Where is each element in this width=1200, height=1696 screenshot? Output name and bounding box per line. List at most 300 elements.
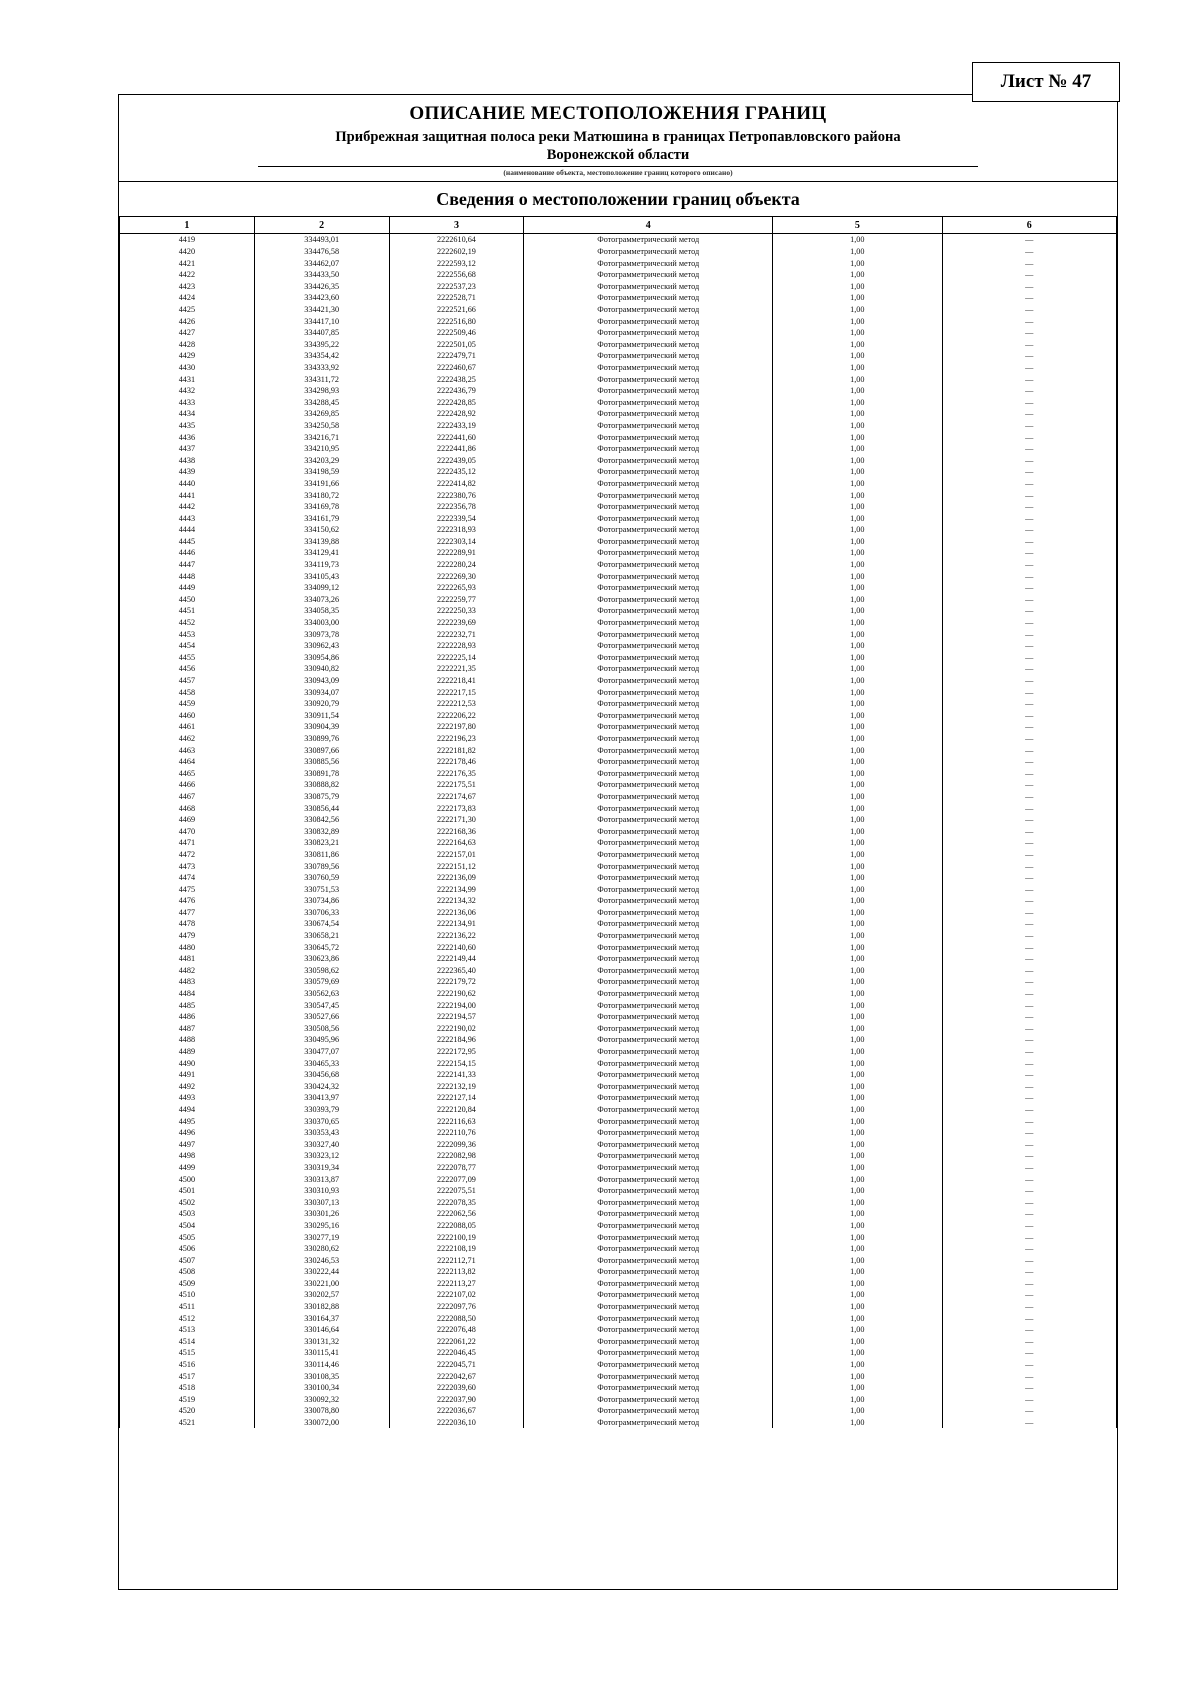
mean-square-error: 1,00 [773,640,942,652]
table-row [120,640,1117,652]
coordinate-y: 2222174,67 [389,791,524,803]
document-note-wrap [258,166,979,177]
description-of-passage: — [942,628,1116,640]
point-number: 4432 [120,385,255,397]
mean-square-error: 1,00 [773,1115,942,1127]
mean-square-error: 1,00 [773,884,942,896]
determination-method: Фотограмметрический метод [524,768,773,780]
description-of-passage: — [942,570,1116,582]
table-row [120,1208,1117,1220]
determination-method: Фотограмметрический метод [524,524,773,536]
mean-square-error: 1,00 [773,710,942,722]
table-row [120,895,1117,907]
mean-square-error: 1,00 [773,1023,942,1035]
table-row [120,489,1117,501]
table-row [120,408,1117,420]
mean-square-error: 1,00 [773,582,942,594]
coordinate-x: 330891,78 [254,768,389,780]
coordinate-x: 334462,07 [254,257,389,269]
determination-method: Фотограмметрический метод [524,675,773,687]
point-number: 4479 [120,930,255,942]
determination-method: Фотограмметрический метод [524,304,773,316]
determination-method: Фотограмметрический метод [524,570,773,582]
description-of-passage: — [942,744,1116,756]
point-number: 4484 [120,988,255,1000]
coordinate-y: 2222175,51 [389,779,524,791]
determination-method: Фотограмметрический метод [524,1162,773,1174]
mean-square-error: 1,00 [773,768,942,780]
point-number: 4472 [120,849,255,861]
coordinate-y: 2222178,46 [389,756,524,768]
column-number-6: 6 [942,217,1116,234]
description-of-passage: — [942,1312,1116,1324]
table-row [120,907,1117,919]
coordinate-x: 330353,43 [254,1127,389,1139]
determination-method: Фотограмметрический метод [524,1011,773,1023]
table-row [120,1104,1117,1116]
description-of-passage: — [942,1336,1116,1348]
coordinate-x: 330078,80 [254,1405,389,1417]
point-number: 4448 [120,570,255,582]
coordinate-x: 330393,79 [254,1104,389,1116]
table-row [120,768,1117,780]
determination-method: Фотограмметрический метод [524,895,773,907]
coordinate-x: 330943,09 [254,675,389,687]
point-number: 4457 [120,675,255,687]
table-row [120,1057,1117,1069]
point-number: 4473 [120,860,255,872]
coordinate-x: 334493,01 [254,234,389,246]
description-of-passage: — [942,1162,1116,1174]
determination-method: Фотограмметрический метод [524,385,773,397]
point-number: 4508 [120,1266,255,1278]
coordinate-y: 2222100,19 [389,1231,524,1243]
determination-method: Фотограмметрический метод [524,1046,773,1058]
point-number: 4520 [120,1405,255,1417]
mean-square-error: 1,00 [773,617,942,629]
description-of-passage: — [942,1324,1116,1336]
document-subtitle-line2: Воронежской области [546,147,690,164]
point-number: 4458 [120,686,255,698]
coordinate-x: 334269,85 [254,408,389,420]
table-row [120,234,1117,246]
point-number: 4514 [120,1336,255,1348]
description-of-passage: — [942,547,1116,559]
point-number: 4437 [120,443,255,455]
point-number: 4424 [120,292,255,304]
coordinate-y: 2222141,33 [389,1069,524,1081]
table-row [120,350,1117,362]
point-number: 4500 [120,1173,255,1185]
table-row [120,965,1117,977]
table-row [120,1069,1117,1081]
coordinate-y: 2222218,41 [389,675,524,687]
determination-method: Фотограмметрический метод [524,1127,773,1139]
coordinate-y: 2222181,82 [389,744,524,756]
coordinate-y: 2222076,48 [389,1324,524,1336]
determination-method: Фотограмметрический метод [524,907,773,919]
description-of-passage: — [942,1011,1116,1023]
description-of-passage: — [942,1069,1116,1081]
coordinate-y: 2222176,35 [389,768,524,780]
point-number: 4521 [120,1417,255,1429]
coordinate-y: 2222113,27 [389,1278,524,1290]
coordinate-x: 330954,86 [254,652,389,664]
table-row [120,559,1117,571]
mean-square-error: 1,00 [773,1231,942,1243]
description-of-passage: — [942,1150,1116,1162]
mean-square-error: 1,00 [773,350,942,362]
determination-method: Фотограмметрический метод [524,1347,773,1359]
coordinate-y: 2222556,68 [389,269,524,281]
coordinate-x: 330547,45 [254,999,389,1011]
coordinate-y: 2222206,22 [389,710,524,722]
table-row [120,849,1117,861]
determination-method: Фотограмметрический метод [524,1231,773,1243]
description-of-passage: — [942,941,1116,953]
point-number: 4433 [120,397,255,409]
point-number: 4446 [120,547,255,559]
coordinate-x: 330973,78 [254,628,389,640]
point-number: 4439 [120,466,255,478]
determination-method: Фотограмметрический метод [524,466,773,478]
coordinate-x: 334203,29 [254,455,389,467]
determination-method: Фотограмметрический метод [524,292,773,304]
description-of-passage: — [942,582,1116,594]
description-of-passage: — [942,1266,1116,1278]
point-number: 4436 [120,431,255,443]
mean-square-error: 1,00 [773,246,942,258]
coordinate-y: 2222078,35 [389,1197,524,1209]
table-row [120,315,1117,327]
description-of-passage: — [942,872,1116,884]
point-number: 4512 [120,1312,255,1324]
description-of-passage: — [942,466,1116,478]
table-row [120,1023,1117,1035]
table-row [120,1162,1117,1174]
determination-method: Фотограмметрический метод [524,1173,773,1185]
determination-method: Фотограмметрический метод [524,1220,773,1232]
determination-method: Фотограмметрический метод [524,1104,773,1116]
column-number-5: 5 [773,217,942,234]
coordinate-y: 2222610,64 [389,234,524,246]
point-number: 4507 [120,1255,255,1267]
coordinate-x: 330323,12 [254,1150,389,1162]
description-of-passage: — [942,988,1116,1000]
determination-method: Фотограмметрический метод [524,1336,773,1348]
coordinate-x: 334198,59 [254,466,389,478]
coordinate-x: 330313,87 [254,1173,389,1185]
mean-square-error: 1,00 [773,570,942,582]
mean-square-error: 1,00 [773,513,942,525]
table-row [120,246,1117,258]
table-row [120,1255,1117,1267]
mean-square-error: 1,00 [773,1092,942,1104]
table-row [120,1081,1117,1093]
table-row [120,918,1117,930]
table-row [120,1417,1117,1429]
point-number: 4445 [120,536,255,548]
point-number: 4504 [120,1220,255,1232]
description-of-passage: — [942,837,1116,849]
determination-method: Фотограмметрический метод [524,860,773,872]
mean-square-error: 1,00 [773,315,942,327]
description-of-passage: — [942,1289,1116,1301]
coordinate-y: 2222190,62 [389,988,524,1000]
point-number: 4495 [120,1115,255,1127]
table-row [120,617,1117,629]
coordinate-x: 330823,21 [254,837,389,849]
point-number: 4478 [120,918,255,930]
table-row [120,1405,1117,1417]
table-row [120,791,1117,803]
mean-square-error: 1,00 [773,1220,942,1232]
determination-method: Фотограмметрический метод [524,640,773,652]
coordinate-x: 334395,22 [254,339,389,351]
description-of-passage: — [942,640,1116,652]
coordinate-x: 330562,63 [254,988,389,1000]
determination-method: Фотограмметрический метод [524,1324,773,1336]
table-row [120,1266,1117,1278]
point-number: 4513 [120,1324,255,1336]
coordinate-y: 2222134,99 [389,884,524,896]
point-number: 4492 [120,1081,255,1093]
coordinate-y: 2222078,77 [389,1162,524,1174]
coordinate-y: 2222269,30 [389,570,524,582]
point-number: 4427 [120,327,255,339]
coordinate-y: 2222107,02 [389,1289,524,1301]
mean-square-error: 1,00 [773,941,942,953]
mean-square-error: 1,00 [773,1394,942,1406]
document-header [119,95,1117,182]
description-of-passage: — [942,1185,1116,1197]
description-of-passage: — [942,524,1116,536]
coordinate-x: 330413,97 [254,1092,389,1104]
determination-method: Фотограмметрический метод [524,779,773,791]
determination-method: Фотограмметрический метод [524,489,773,501]
coordinate-x: 334354,42 [254,350,389,362]
coordinate-x: 330465,33 [254,1057,389,1069]
table-row [120,1394,1117,1406]
mean-square-error: 1,00 [773,721,942,733]
table-row [120,536,1117,548]
point-number: 4516 [120,1359,255,1371]
description-of-passage: — [942,721,1116,733]
coordinate-x: 330706,33 [254,907,389,919]
coordinate-y: 2222037,90 [389,1394,524,1406]
column-number-2: 2 [254,217,389,234]
mean-square-error: 1,00 [773,1324,942,1336]
determination-method: Фотограмметрический метод [524,1115,773,1127]
point-number: 4420 [120,246,255,258]
determination-method: Фотограмметрический метод [524,1394,773,1406]
mean-square-error: 1,00 [773,1081,942,1093]
description-of-passage: — [942,234,1116,246]
determination-method: Фотограмметрический метод [524,1150,773,1162]
coordinate-x: 330875,79 [254,791,389,803]
coordinate-x: 330598,62 [254,965,389,977]
document-title: ОПИСАНИЕ МЕСТОПОЛОЖЕНИЯ ГРАНИЦ [409,103,827,124]
coordinates-table-wrapper [119,217,1117,1583]
point-number: 4486 [120,1011,255,1023]
mean-square-error: 1,00 [773,1243,942,1255]
mean-square-error: 1,00 [773,489,942,501]
table-row [120,570,1117,582]
mean-square-error: 1,00 [773,849,942,861]
mean-square-error: 1,00 [773,779,942,791]
mean-square-error: 1,00 [773,1301,942,1313]
description-of-passage: — [942,965,1116,977]
coordinate-x: 330072,00 [254,1417,389,1429]
table-row [120,327,1117,339]
mean-square-error: 1,00 [773,362,942,374]
determination-method: Фотограмметрический метод [524,1278,773,1290]
coordinate-y: 2222509,46 [389,327,524,339]
description-of-passage: — [942,1301,1116,1313]
coordinate-y: 2222036,67 [389,1405,524,1417]
coordinate-x: 330246,53 [254,1255,389,1267]
coordinate-x: 330307,13 [254,1197,389,1209]
mean-square-error: 1,00 [773,257,942,269]
mean-square-error: 1,00 [773,744,942,756]
point-number: 4459 [120,698,255,710]
table-row [120,860,1117,872]
description-of-passage: — [942,1046,1116,1058]
document-frame [118,94,1118,1590]
point-number: 4494 [120,1104,255,1116]
determination-method: Фотограмметрический метод [524,1023,773,1035]
description-of-passage: — [942,397,1116,409]
coordinate-x: 330100,34 [254,1382,389,1394]
coordinate-y: 2222232,71 [389,628,524,640]
determination-method: Фотограмметрический метод [524,1185,773,1197]
determination-method: Фотограмметрический метод [524,884,773,896]
determination-method: Фотограмметрический метод [524,814,773,826]
coordinate-y: 2222045,71 [389,1359,524,1371]
description-of-passage: — [942,791,1116,803]
determination-method: Фотограмметрический метод [524,594,773,606]
table-row [120,1324,1117,1336]
mean-square-error: 1,00 [773,281,942,293]
coordinate-y: 2222428,85 [389,397,524,409]
coordinate-x: 330645,72 [254,941,389,953]
description-of-passage: — [942,1139,1116,1151]
table-row [120,663,1117,675]
coordinate-x: 334288,45 [254,397,389,409]
coordinate-x: 334333,92 [254,362,389,374]
mean-square-error: 1,00 [773,1208,942,1220]
coordinate-y: 2222110,76 [389,1127,524,1139]
coordinate-y: 2222239,69 [389,617,524,629]
point-number: 4491 [120,1069,255,1081]
description-of-passage: — [942,1243,1116,1255]
coordinate-y: 2222194,00 [389,999,524,1011]
description-of-passage: — [942,513,1116,525]
point-number: 4434 [120,408,255,420]
table-row [120,733,1117,745]
coordinate-x: 330131,32 [254,1336,389,1348]
point-number: 4466 [120,779,255,791]
coordinate-y: 2222046,45 [389,1347,524,1359]
coordinate-x: 330115,41 [254,1347,389,1359]
mean-square-error: 1,00 [773,1150,942,1162]
table-row [120,999,1117,1011]
point-number: 4489 [120,1046,255,1058]
description-of-passage: — [942,779,1116,791]
mean-square-error: 1,00 [773,918,942,930]
coordinate-x: 330164,37 [254,1312,389,1324]
point-number: 4452 [120,617,255,629]
point-number: 4501 [120,1185,255,1197]
coordinate-y: 2222537,23 [389,281,524,293]
coordinate-y: 2222228,93 [389,640,524,652]
coordinate-y: 2222140,60 [389,941,524,953]
mean-square-error: 1,00 [773,327,942,339]
determination-method: Фотограмметрический метод [524,837,773,849]
mean-square-error: 1,00 [773,1266,942,1278]
description-of-passage: — [942,373,1116,385]
point-number: 4518 [120,1382,255,1394]
description-of-passage: — [942,1382,1116,1394]
determination-method: Фотограмметрический метод [524,1301,773,1313]
coordinate-x: 334298,93 [254,385,389,397]
mean-square-error: 1,00 [773,292,942,304]
determination-method: Фотограмметрический метод [524,628,773,640]
coordinate-x: 330904,39 [254,721,389,733]
mean-square-error: 1,00 [773,953,942,965]
description-of-passage: — [942,1115,1116,1127]
point-number: 4435 [120,420,255,432]
table-row [120,443,1117,455]
description-of-passage: — [942,826,1116,838]
table-row [120,257,1117,269]
mean-square-error: 1,00 [773,999,942,1011]
point-number: 4470 [120,826,255,838]
coordinate-y: 2222501,05 [389,339,524,351]
coordinate-y: 2222428,92 [389,408,524,420]
description-of-passage: — [942,385,1116,397]
coordinate-x: 334407,85 [254,327,389,339]
coordinate-y: 2222116,63 [389,1115,524,1127]
point-number: 4419 [120,234,255,246]
determination-method: Фотограмметрический метод [524,420,773,432]
point-number: 4483 [120,976,255,988]
description-of-passage: — [942,304,1116,316]
point-number: 4453 [120,628,255,640]
coordinate-x: 330092,32 [254,1394,389,1406]
determination-method: Фотограмметрический метод [524,976,773,988]
coordinate-y: 2222171,30 [389,814,524,826]
coordinate-y: 2222042,67 [389,1370,524,1382]
determination-method: Фотограмметрический метод [524,710,773,722]
determination-method: Фотограмметрический метод [524,1289,773,1301]
determination-method: Фотограмметрический метод [524,315,773,327]
point-number: 4481 [120,953,255,965]
mean-square-error: 1,00 [773,686,942,698]
description-of-passage: — [942,455,1116,467]
coordinate-y: 2222164,63 [389,837,524,849]
document-subtitle-line1: Прибрежная защитная полоса реки Матюшина в границах Петропавловского района [335,129,901,145]
description-of-passage: — [942,1092,1116,1104]
point-number: 4497 [120,1139,255,1151]
description-of-passage: — [942,269,1116,281]
coordinate-y: 2222438,25 [389,373,524,385]
coordinate-y: 2222062,56 [389,1208,524,1220]
determination-method: Фотограмметрический метод [524,443,773,455]
table-row [120,686,1117,698]
mean-square-error: 1,00 [773,628,942,640]
table-row [120,1092,1117,1104]
